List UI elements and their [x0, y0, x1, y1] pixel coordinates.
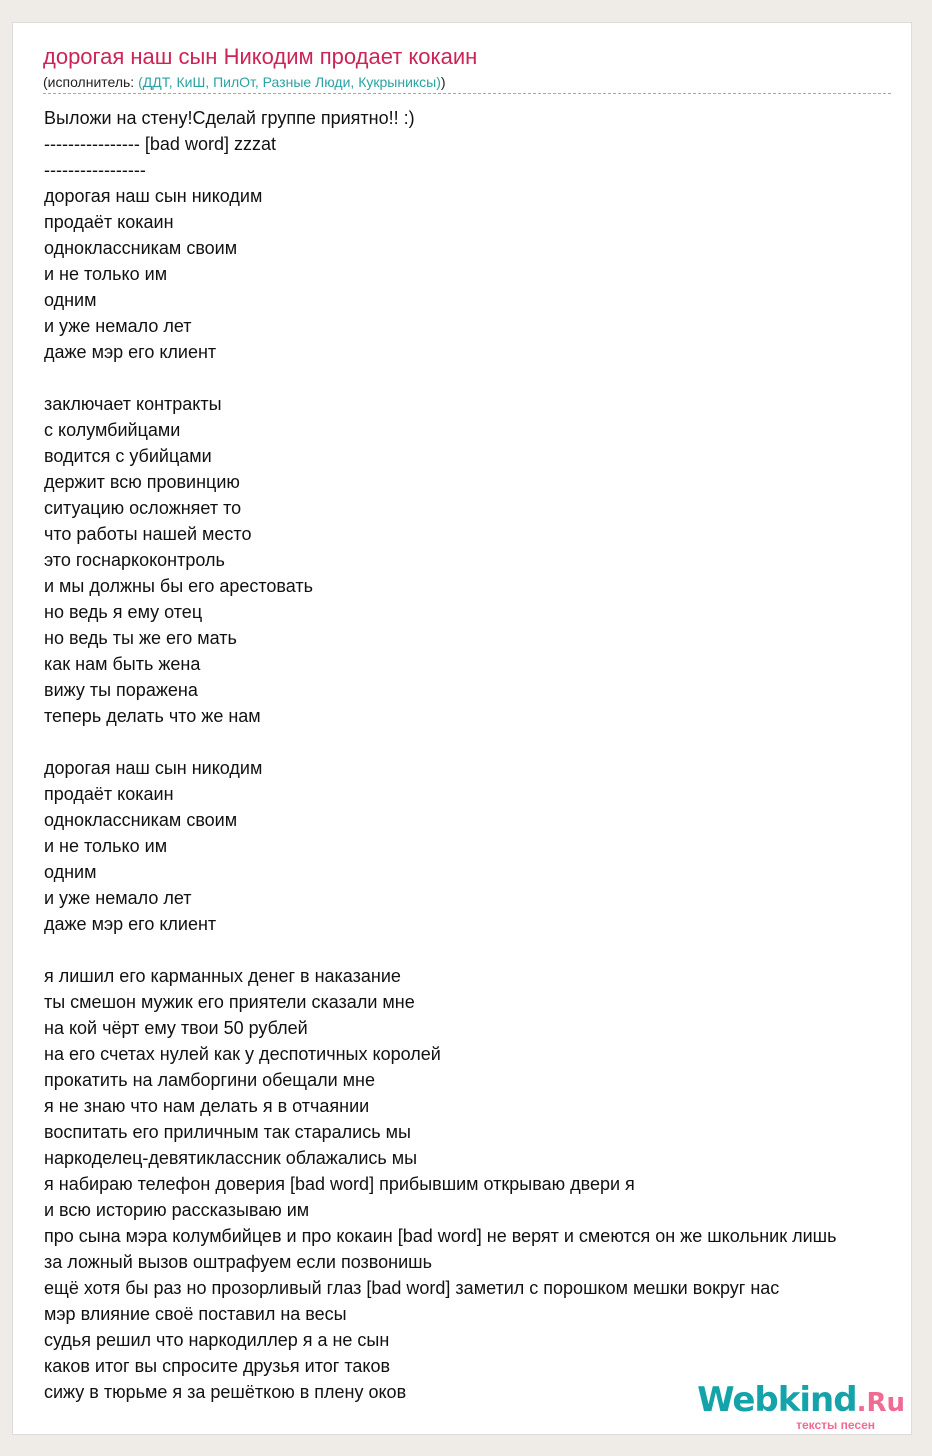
- lyric-line: Выложи на стену!Сделай группе приятно!! :): [44, 108, 415, 128]
- lyric-line: даже мэр его клиент: [44, 914, 217, 934]
- lyric-line: и уже немало лет: [44, 316, 192, 336]
- lyric-line: даже мэр его клиент: [44, 342, 217, 362]
- song-title: дорогая наш сын Никодим продает кокаин: [43, 44, 478, 69]
- lyrics-text: [44, 105, 836, 1405]
- lyric-line: ситуацию осложняет то: [44, 498, 242, 518]
- lyric-line: с колумбийцами: [44, 420, 181, 440]
- lyric-line: судья решил что наркодиллер я а не сын: [44, 1330, 390, 1350]
- lyric-line: и мы должны бы его арестовать: [44, 576, 314, 596]
- lyric-line: одним: [44, 290, 97, 310]
- lyric-line: дорогая наш сын никодим: [44, 758, 263, 778]
- lyric-line: и уже немало лет: [44, 888, 192, 908]
- lyric-line: про сына мэра колумбийцев и про кокаин [bad word] не верят и смеются он же школьник лишь: [44, 1226, 837, 1246]
- artist-prefix: (исполнитель:: [43, 74, 139, 90]
- lyric-line: прокатить на ламборгини обещали мне: [44, 1070, 375, 1090]
- lyric-line: каков итог вы спросите друзья итог таков: [44, 1356, 391, 1376]
- lyric-line: воспитать его приличным так старались мы: [44, 1122, 411, 1142]
- artist-links[interactable]: (ДДТ, КиШ, ПилОт, Разные Люди, Кукрыниксы): [138, 74, 441, 90]
- lyric-line: на его счетах нулей как у деспотичных королей: [44, 1044, 441, 1064]
- lyric-line: заключает контракты: [44, 394, 222, 414]
- logo-wordmark: [697, 1382, 905, 1418]
- lyric-line: теперь делать что же нам: [44, 706, 261, 726]
- lyric-line: на кой чёрт ему твои 50 рублей: [44, 1018, 308, 1038]
- lyric-line: ---------------- [bad word] zzzat: [44, 134, 276, 154]
- logo-tagline: тексты песен: [796, 1418, 875, 1432]
- artist-suffix: ): [440, 74, 446, 90]
- lyric-line: и не только им: [44, 264, 168, 284]
- lyric-line: одноклассникам своим: [44, 238, 238, 258]
- lyric-line: я не знаю что нам делать я в отчаянии: [44, 1096, 370, 1116]
- lyric-line: это госнаркоконтроль: [44, 550, 225, 570]
- lyric-line: вижу ты поражена: [44, 680, 198, 700]
- lyric-line: за ложный вызов оштрафуем если позвонишь: [44, 1252, 432, 1272]
- lyric-line: что работы нашей место: [44, 524, 252, 544]
- lyric-line: [44, 729, 836, 755]
- lyric-line: ещё хотя бы раз но прозорливый глаз [bad word] заметил с порошком мешки вокруг нас: [44, 1278, 780, 1298]
- lyric-line: [44, 365, 836, 391]
- lyric-line: но ведь ты же его мать: [44, 628, 237, 648]
- lyric-line: держит всю провинцию: [44, 472, 240, 492]
- divider: [43, 93, 891, 94]
- lyric-line: продаёт кокаин: [44, 212, 174, 232]
- lyric-line: я набираю телефон доверия [bad word] прибывшим открываю двери я: [44, 1174, 635, 1194]
- lyric-line: мэр влияние своё поставил на весы: [44, 1304, 347, 1324]
- lyric-line: одним: [44, 862, 97, 882]
- artist-line: [43, 74, 446, 90]
- lyric-line: водится с убийцами: [44, 446, 212, 466]
- logo-name: Webkind: [697, 1380, 857, 1420]
- lyric-line: наркоделец-девятиклассник облажались мы: [44, 1148, 418, 1168]
- lyric-line: сижу в тюрьме я за решёткою в плену оков: [44, 1382, 407, 1402]
- lyric-line: я лишил его карманных денег в наказание: [44, 966, 401, 986]
- lyric-line: ты смешон мужик его приятели сказали мне: [44, 992, 415, 1012]
- lyric-line: как нам быть жена: [44, 654, 201, 674]
- lyrics-card: [12, 22, 912, 1435]
- lyric-line: но ведь я ему отец: [44, 602, 203, 622]
- lyric-line: -----------------: [44, 160, 146, 180]
- lyric-line: и всю историю рассказываю им: [44, 1200, 310, 1220]
- lyric-line: дорогая наш сын никодим: [44, 186, 263, 206]
- webkind-logo[interactable]: [697, 1382, 905, 1432]
- lyric-line: одноклассникам своим: [44, 810, 238, 830]
- lyric-line: [44, 937, 836, 963]
- lyric-line: и не только им: [44, 836, 168, 856]
- logo-tld: .Ru: [856, 1388, 905, 1418]
- lyric-line: продаёт кокаин: [44, 784, 174, 804]
